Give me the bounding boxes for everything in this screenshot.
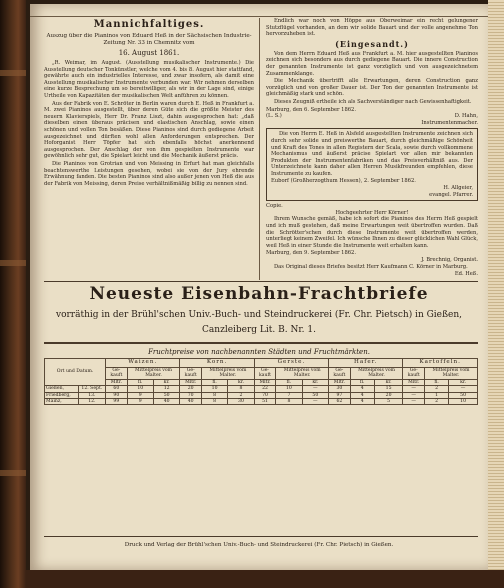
price-cell: 9 — [127, 399, 153, 405]
price-body — [45, 386, 478, 405]
ad-title: Neueste Eisenbahn-Frachtbriefe — [89, 284, 429, 304]
ad-publisher: vorräthig in der Brühl'schen Univ.-Buch- und Steindruckerei (Fr. Chr. Pietsch) in Gießen, — [56, 310, 462, 320]
price-cell: 2 — [425, 399, 449, 405]
price-cell: 12 — [153, 386, 180, 392]
letter-greeting: Hochgeehrter Herr Körner! — [335, 209, 409, 216]
unit-cell: Mltr. — [329, 379, 351, 385]
article-paragraph: Aus der Fabrik von E. Schröter in Berlin waren durch E. Heß in Frankfurt a. M. zwei Pianinos ausgestellt, über deren Güte sich die größte Meister des neuern Klavierspiels, Herr Dr. Franz Liszt, dahin ausgesprochen hat: „daß dieselben einen überaus präcisen und elastischen Anschlag, sowie einen schönen und vollen Ton besäßen. Diese Pianinos sind durch gediegene Arbeit ausgezeichnet und dürften wohl allen Anforderungen entsprechen. Der Hoforganist Herr Töpfer hat sich ebenfalls höchst anerkennend ausgesprochen. Der Anschlag der von ihm gespielten Instrumente war gewöhnlich sehr gut, die Spielart leicht und die Mechanik äußerst präcis. — [44, 100, 254, 160]
copie-label: Copie. — [266, 203, 283, 210]
price-cell: 1 — [425, 392, 449, 398]
table-row — [45, 399, 478, 405]
book-bottom-edge — [26, 570, 504, 588]
unit-cell: kr. — [374, 379, 403, 385]
column-divider — [259, 18, 260, 280]
testimonial-paragraph: Die Mechanik übertrifft alle Erwartungen, deren Construction ganz vorzüglich und von großer Dauer ist. Der Ton der genannten Instrumente ist gleichmäßig stark und schön. — [266, 78, 478, 98]
price-cell: 8 — [201, 392, 227, 398]
price-cell: 4 — [350, 392, 374, 398]
sub-header: Ge-kauft — [180, 368, 202, 380]
spine-band — [0, 260, 26, 266]
price-cell: 70 — [254, 392, 276, 398]
price-cell: 50 — [302, 392, 329, 398]
signer-name: J. Brechnig, Organist. — [421, 257, 478, 263]
price-cell: — — [302, 399, 329, 405]
testimonial-paragraph: Von dem Herrn Eduard Heß aus Frankfurt a. M. hier ausgestellten Pianinos zeichnen sich besonders aus durch gediegene Bauart. Die innere Construction der genannten Instrumente ist ganz vorzüglich und von ausgezeichnetem Zusammenklange. — [266, 50, 478, 77]
sign-place: Marburg, den 9. September 1862. — [266, 250, 357, 257]
newspaper-page — [30, 4, 488, 570]
group-header: Korn. — [180, 359, 254, 368]
place-cell: Mainz, — [45, 399, 79, 405]
unit-cell: Mltr. — [254, 379, 276, 385]
price-cell: 10 — [276, 386, 302, 392]
signer-title: evangel. Pfarrer. — [429, 191, 473, 198]
testimonial-box — [266, 128, 478, 201]
section-rule — [44, 281, 478, 282]
ad-address: Canzleiberg Lit. B. Nr. 1. — [202, 325, 316, 335]
price-cell: 9 — [127, 392, 153, 398]
price-cell: 10 — [201, 386, 227, 392]
article-subtitle: Auszug über die Pianinos von Eduard Heß in der Sächsischen Industrie-Zeitung Nr. 33 in Chemnitz vom — [46, 33, 252, 46]
price-cell: — — [302, 386, 329, 392]
sub-header: Ge-kauft — [254, 368, 276, 380]
price-cell: 7 — [276, 392, 302, 398]
intro-paragraph: Endlich war noch von Höppe aus Oberweimar ein recht gelungener Stutzflügel vorhanden, an dem wir solide Bauart und der volle angenehme Ton hervorzuheben ist. — [266, 18, 478, 38]
unit-cell: Mltr. — [106, 379, 128, 385]
imprint-footer: Druck und Verlag der Brühl'schen Univ.-Buch- und Steindruckerei (Fr. Chr. Pietsch) in Gießen. — [124, 542, 394, 548]
price-cell: 20 — [374, 392, 403, 398]
page-edges — [488, 0, 504, 588]
eingesandt-heading: (Eingesandt.) — [335, 38, 409, 49]
signer-title: Instrumentenmacher. — [421, 119, 478, 126]
testimonial-paragraph: Die von Herrn E. Heß in Alsfeld ausgestellten Instrumente zeichnen sich durch sehr solide und preiswerthe Bauart, durch gleichmäßige Schönheit und Kraft des Tones in allen Registern der Scala, sowie durch vollkommene Mechanismus und äußerst präcise Spielart vor allen mir bekannten Produkten der Instrumentenfabriken und das Preisverhältniß aus. Der Unterzeichnete kann daher allen Herren Musikfreunden empfehlen, diese Instrumente zu kaufen. — [271, 131, 473, 177]
section-heading: Mannichfaltiges. — [93, 19, 205, 30]
sign-place: Marburg, den 6. September 1862. — [266, 106, 357, 113]
signature-block-1 — [266, 107, 478, 127]
signer-name: H. Allgeier, — [443, 185, 473, 192]
article-paragraph: Die Pianinos von Grotrian und von Meissing in Erfurt hat man gleichfalls beachtenswerthe Leistungen gesehen, wobei sie von der Jury ehrende Erwähnung fanden. Die besten Pianinos sind also außer jenen von Heß die aus der Fabrik von Meissing, deren Preise verhältnißmäßig billig zu nennen sind. — [44, 160, 254, 187]
price-cell: 8 — [228, 386, 255, 392]
signer-name: D. Hahn, — [454, 113, 478, 120]
price-table — [44, 358, 478, 405]
unit-cell: kr. — [228, 379, 255, 385]
price-cell: 40 — [180, 399, 202, 405]
price-cell: — — [403, 399, 425, 405]
price-cell: 97 — [329, 392, 351, 398]
price-cell: — — [403, 386, 425, 392]
right-column — [266, 18, 478, 280]
col-header-place: Ort und Datum. — [45, 359, 106, 386]
price-cell: — — [449, 386, 478, 392]
price-cell: 4 — [350, 386, 374, 392]
left-column — [44, 18, 254, 280]
section-rule — [44, 342, 478, 344]
sub-header: Mittelpreis vom Malter. — [127, 368, 180, 380]
price-cell: 22 — [254, 386, 276, 392]
unit-cell: Mltr. — [180, 379, 202, 385]
place-cell: Gießen, — [45, 386, 79, 392]
price-cell: 99 — [106, 399, 128, 405]
price-cell: 2 — [425, 386, 449, 392]
unit-cell: Mltr. — [403, 379, 425, 385]
price-cell: 70 — [180, 392, 202, 398]
price-cell: 4 — [350, 399, 374, 405]
price-cell: 10 — [449, 399, 478, 405]
unit-cell: fl. — [276, 379, 302, 385]
sub-header: Mittelpreis vom Malter. — [201, 368, 254, 380]
article-paragraph: „R. Weimar, im August. (Ausstellung musikalischer Instrumente.) Die Ausstellung deutscher Tonkünstler, welche vom 4. bis 8. August hier stattfand, gewährte auch ein industrielles Interesse, und zwar insofern, als damit eine Ausstellung musikalischer Instrumente verbunden war. Wir nehmen derselben eine kurze Besprechung um so bereitwilliger, als wir in der Lage sind, einige Urtheile von Kapazitäten der musikalischen Welt anführen zu können. — [44, 60, 254, 99]
original-note: Das Original dieses Briefes besitzt Herr Kaufmann C. Körner in Marburg. — [274, 263, 468, 270]
sub-header: Ge-kauft — [403, 368, 425, 380]
price-cell: 8 — [276, 399, 302, 405]
spine-band — [0, 470, 26, 476]
header-rule — [30, 4, 488, 17]
article-date: 16. August 1861. — [118, 49, 180, 57]
table-title: Fruchtpreise von nachbenannten Städten und Fruchtmärkten. — [148, 348, 370, 356]
price-cell: 2 — [228, 392, 255, 398]
group-header: Kartoffeln. — [403, 359, 478, 368]
unit-cell: kr. — [302, 379, 329, 385]
sub-header: Ge-kauft — [106, 368, 128, 380]
unit-cell: fl. — [201, 379, 227, 385]
seal-mark: (L. S.) — [266, 113, 282, 120]
place-cell: Friedberg, — [45, 392, 79, 398]
sub-header: Mittelpreis vom Malter. — [425, 368, 478, 380]
spine-band — [0, 70, 26, 76]
price-cell: 40 — [153, 399, 180, 405]
book-spine — [0, 0, 26, 588]
date-cell: 12. — [78, 399, 105, 405]
price-cell: 20 — [180, 386, 202, 392]
unit-cell: kr. — [449, 379, 478, 385]
price-cell: 10 — [127, 386, 153, 392]
signer-name: Ed. Heß. — [454, 271, 478, 278]
price-cell: 90 — [106, 392, 128, 398]
price-cell: 5 — [374, 399, 403, 405]
price-cell: 30 — [228, 399, 255, 405]
unit-cell: kr. — [153, 379, 180, 385]
group-header: Hafer. — [329, 359, 403, 368]
unit-cell: fl. — [127, 379, 153, 385]
price-cell: 8 — [201, 399, 227, 405]
date-cell: 12. Sept. — [78, 386, 105, 392]
sub-header: Ge-kauft — [329, 368, 351, 380]
price-cell: 50 — [449, 392, 478, 398]
group-header: Waizen. — [106, 359, 180, 368]
sign-place: Euborf (Großherzogthum Hessen), 2. September 1862. — [271, 178, 416, 185]
price-cell: 30 — [329, 386, 351, 392]
price-cell: 60 — [106, 386, 128, 392]
sub-header: Mittelpreis vom Malter. — [350, 368, 403, 380]
letter-paragraph: Ihrem Wunsche gemäß, habe ich sofort die Pianinos des Herrn Heß gespielt und ich muß gestehen, daß meine Erwartungen weit übertroffen wurden. Daß die Schrötter'schen durch diese Instrumente weit übertroffen werden, unterliegt keinem Zweifel. Ich wünsche Ihnen zu dieser glücklichen Wahl Glück, weil Heß in einer Stunde die Instrumente weit erhalten kann. — [266, 216, 478, 249]
footer-rule — [44, 536, 478, 537]
price-cell: 62 — [329, 399, 351, 405]
price-cell: 51 — [254, 399, 276, 405]
price-cell: 15 — [374, 386, 403, 392]
price-cell: — — [403, 392, 425, 398]
unit-cell: fl. — [350, 379, 374, 385]
group-header: Gerste. — [254, 359, 328, 368]
price-cell: 50 — [153, 392, 180, 398]
date-cell: 13. — [78, 392, 105, 398]
sub-header: Mittelpreis vom Malter. — [276, 368, 329, 380]
unit-cell: fl. — [425, 379, 449, 385]
testimonial-paragraph: Dieses Zeugniß ertheile ich als Sachverständiger nach Gewissenhaftigkeit. — [274, 98, 472, 105]
